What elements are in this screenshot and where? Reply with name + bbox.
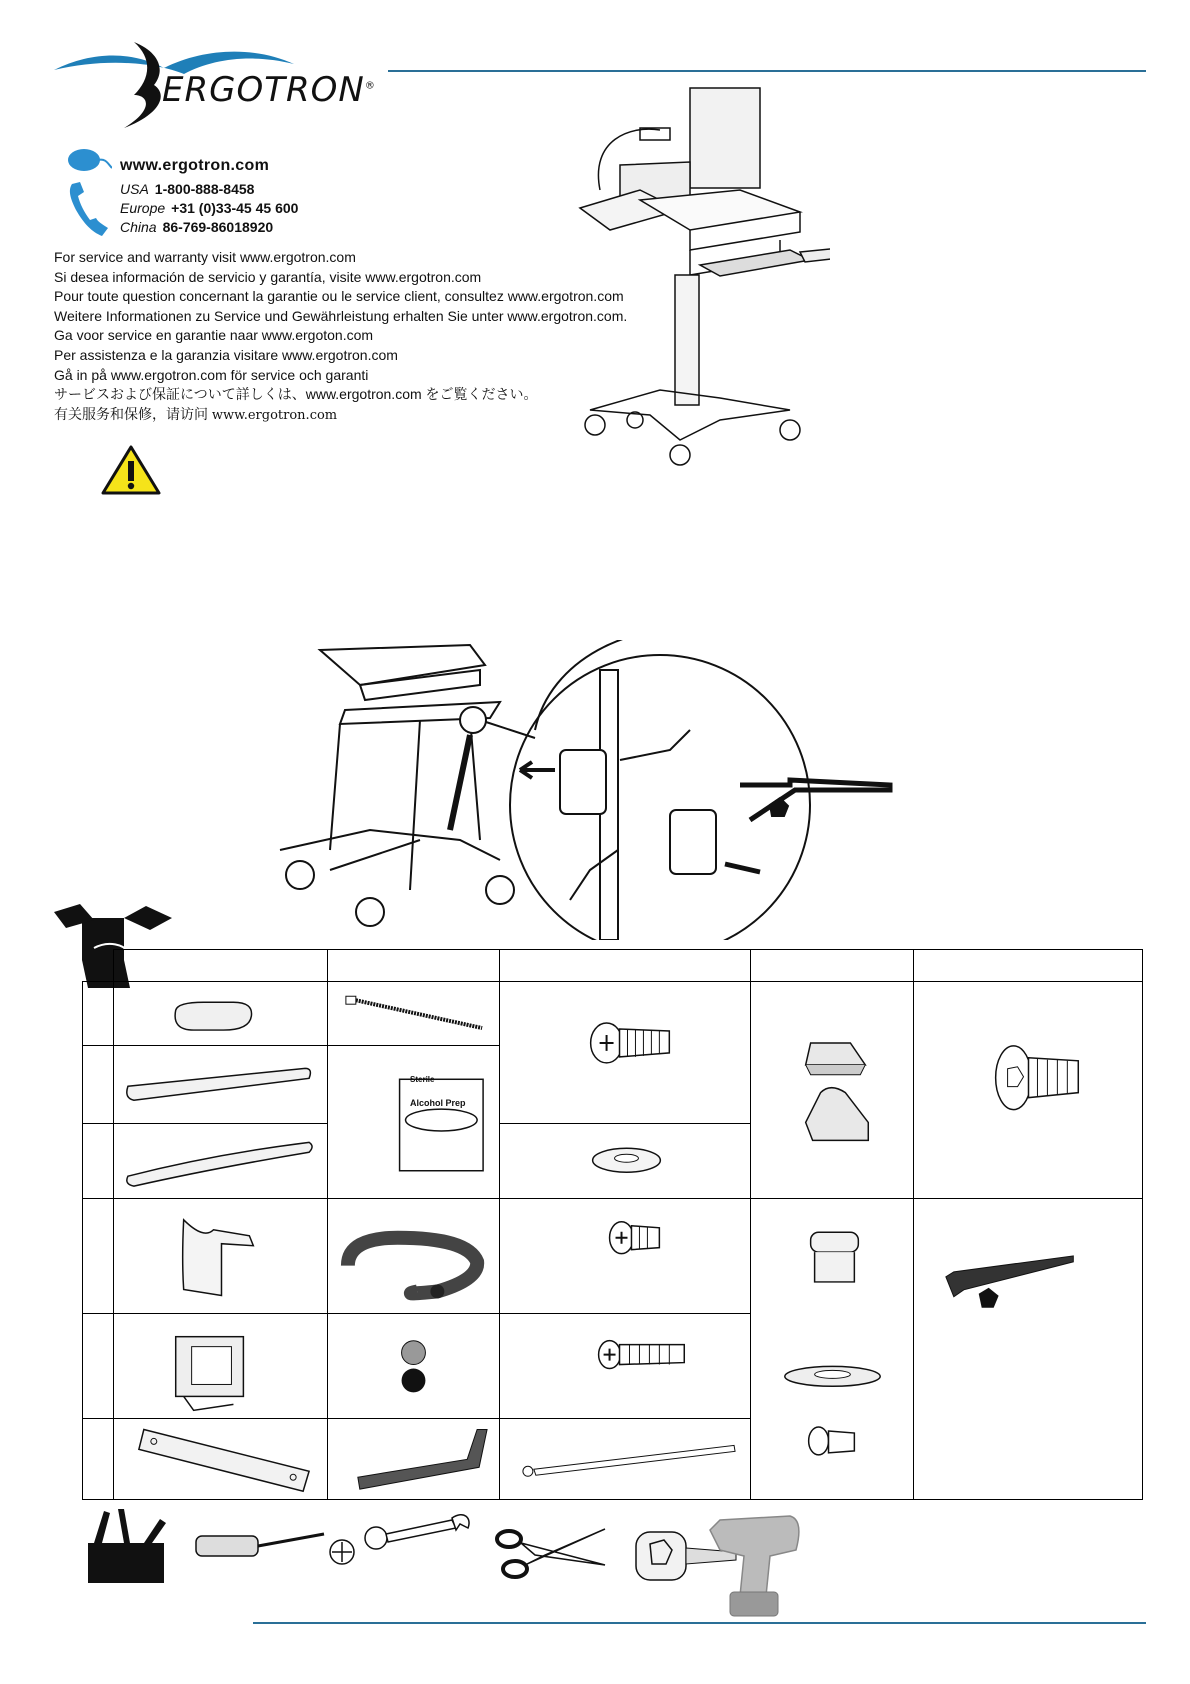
service-info [54, 248, 654, 425]
header-rule [388, 70, 1146, 72]
part-clip-bracket [114, 1198, 328, 1313]
service-line-cn: 有关服务和保修，请访问 www.ergotron.com [54, 405, 338, 423]
service-line: For service and warranty visit www.ergotron.com [54, 249, 356, 265]
header-cell [500, 950, 751, 982]
phone-usa: USA 1-800-888-8458 [120, 181, 255, 197]
part-foam-tube [328, 1198, 500, 1313]
row-label-cell [83, 1198, 114, 1313]
website-link[interactable]: www.ergotron.com [120, 157, 270, 174]
part-felt-dots [328, 1314, 500, 1419]
header-cell [751, 950, 914, 982]
parts-table [82, 949, 1143, 1500]
part-screw-long [500, 1314, 751, 1419]
service-line: Gå in på www.ergotron.com för service och garanti [54, 366, 369, 383]
part-washer [500, 1124, 751, 1198]
mouse-icon [66, 146, 112, 179]
service-line: Pour toute question concernant la garantie ou le service client, consultez www.ergotron.com [54, 288, 624, 305]
phone-china: China 86-769-86018920 [120, 219, 274, 235]
service-line: Si desea información de servicio y garantía, visite www.ergotron.com [54, 268, 482, 285]
phone-icon [66, 180, 112, 245]
row-label-cell [83, 1314, 114, 1419]
part-cable-tie [328, 981, 500, 1045]
alcohol-pad-label: Sterile Alcohol Prep [410, 1075, 466, 1108]
part-bar-curved [114, 1124, 328, 1198]
part-hex-screw [914, 981, 1143, 1198]
header-cell [114, 950, 328, 982]
brand-name: ERGOTRON® [162, 70, 376, 110]
header-cell [328, 950, 500, 982]
toolbox-icon [84, 1505, 170, 1590]
service-line: Weitere Informationen zu Service und Gewährleistung erhalten Sie unter www.ergotron.com. [54, 307, 628, 324]
drill-icon [700, 1500, 810, 1625]
part-alcohol-pad [328, 1045, 500, 1198]
phone-europe: Europe +31 (0)33-45 45 600 [120, 200, 299, 216]
warning-icon [100, 444, 162, 501]
service-line: サービスおよび保証について詳しくは、www.ergotron.com をご覧ください。 [54, 386, 538, 403]
part-long-cable-tie [500, 1419, 751, 1500]
row-label-cell [83, 1045, 114, 1124]
service-line: Ga voor service en garantie naar www.ergoton.com [54, 327, 374, 344]
part-l-hex-key [328, 1419, 500, 1500]
row-label-cell [83, 1124, 114, 1198]
part-screw-short [500, 1198, 751, 1313]
header-cell [914, 950, 1143, 982]
part-cable-clip [114, 1314, 328, 1419]
part-knob-washer-screw [751, 1198, 914, 1499]
cart-illustration [570, 80, 830, 480]
service-line: Per assistenza e la garanzia visitare www.ergotron.com [54, 346, 398, 363]
part-screw-flat-large [500, 981, 751, 1124]
row-label-cell [83, 981, 114, 1045]
wrench-icon [356, 1510, 476, 1555]
phone-list [120, 180, 298, 237]
part-pad [114, 981, 328, 1045]
scissors-icon [495, 1525, 615, 1586]
part-bumpers [751, 981, 914, 1198]
row-label-cell [83, 1419, 114, 1500]
hex-key-icon [914, 1198, 1143, 1499]
part-bar-straight [114, 1045, 328, 1124]
mounting-illustration [270, 640, 910, 940]
phillips-screwdriver-icon [194, 1520, 364, 1575]
header-cell [83, 950, 114, 982]
footer-rule [253, 1622, 1146, 1624]
part-flat-bracket [114, 1419, 328, 1500]
